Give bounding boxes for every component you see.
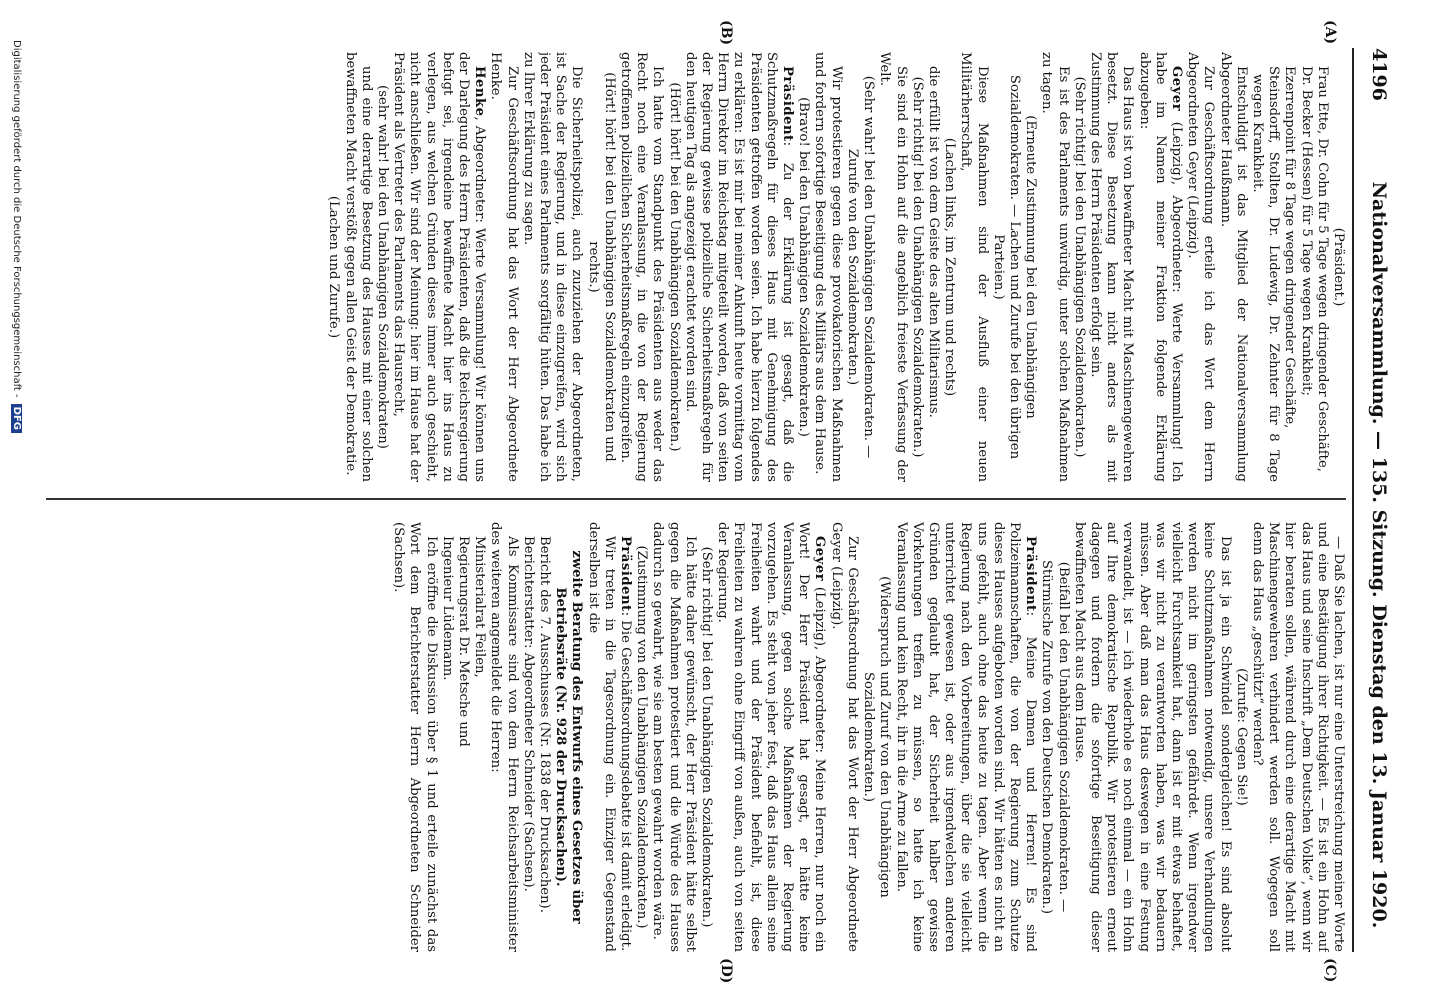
paragraph-text: Zur Geschäftsordnung erteile ich das Wort dem Herrn Abgeordneten Geyer (Leipzig). <box>1185 52 1217 482</box>
speaker-paragraph <box>714 522 827 952</box>
paragraph-text: und eine derartige Besetzung des Hauses mit einer solchen bewaffneten Macht verstößt gegen allen Geist der Demokratie. <box>342 52 374 482</box>
paragraph-text: (Präsident.) <box>1331 227 1346 307</box>
paragraph-text: : Zu der Erklärung ist gesagt, daß die Schutzmaßregeln für dieses Haus mit Genehmigung des Präsidenten getroffen worden seien. Ich habe hierzu folgendes zu erklären: Es ist mir bei meiner Ankunft heute vormittag vom Herrn Direktor im Reichstag mitgeteilt worden, daß von seiten der Regierung gewisse polizeiliche Sicherheitsmaßregeln für den heutigen Tag als angezeigt erachtet worden sind. <box>682 52 796 482</box>
speaker-paragraph <box>1135 52 1184 482</box>
stage-direction <box>374 52 390 482</box>
column-divider <box>46 498 1346 500</box>
stage-direction <box>990 52 1039 482</box>
paragraph-text: Es ist des Parlaments unwürdig, unter solchen Maßnahmen zu tagen. <box>1039 52 1071 482</box>
stage-direction <box>795 52 811 482</box>
paragraph-text: , Abgeordneter: Werte Versammlung! Wir können uns der Darlegung des Herrn Präsidenten, daß die Reichsregierung befugt sei, irgendeine bewaffnete Macht hier ins Haus zu verlegen, aus welchen Gründen dieses immer auch geschieht, nicht anschließen. Wir sind der Meinung: hier im Hause hat der Präsident als Vertreter des Parlaments das Hausrecht, <box>391 52 488 482</box>
paragraph-text: (Erneute Zustimmung bei den Unabhängigen Sozialdemokraten. — Lachen und Zurufe bei den übrigen Parteien.) <box>990 74 1039 460</box>
stage-direction <box>633 522 649 952</box>
text-paragraph <box>925 52 941 482</box>
text-paragraph <box>811 52 843 482</box>
speaker-paragraph <box>390 52 487 482</box>
text-paragraph <box>471 522 487 952</box>
paragraph-text: (Lachen links, im Zentrum und rechts) <box>942 137 958 397</box>
text-paragraph <box>390 522 439 952</box>
paragraph-text: (Zurufe: Gegen Sie!) <box>1233 668 1249 806</box>
paragraph-text: Regierungsrat Dr. Metsche und <box>456 536 472 747</box>
text-paragraph <box>1281 52 1297 482</box>
speaker-name: Präsident <box>618 536 634 612</box>
speaker-name: Geyer <box>1168 66 1184 112</box>
paragraph-text: (Sehr richtig! bei den Unabhängigen Sozialdemokraten.) <box>909 76 925 458</box>
paragraph-text: Das Haus ist von bewaffneter Macht mit Maschinengewehren besetzt. Diese Besetzung kann nicht anders als mit Zustimmung des Herrn Präsidenten erfolgt sein. <box>1087 52 1136 482</box>
speaker-paragraph <box>682 52 795 482</box>
stage-direction <box>584 52 616 482</box>
stage-direction <box>552 522 584 952</box>
speaker-paragraph <box>892 522 1038 952</box>
paragraph-text: (Beifall bei den Unabhängigen Sozialdemokraten. — Stürmische Zurufe von den Deutschen Demokraten.) <box>1039 559 1071 915</box>
paragraph-text: Ministerialrat Feilen, <box>472 536 488 678</box>
right-text-column <box>46 522 1346 952</box>
paragraph-text: (Hört! hört! bei den Unabhängigen Sozialdemokraten.) <box>666 82 682 452</box>
text-paragraph <box>1184 52 1216 482</box>
paragraph-text: — Daß Sie lachen, ist nur eine Unterstreichung meiner Worte und eine Bestätigung ihrer Richtigkeit. — Es ist ein Hohn auf das Haus und seine Inschrift „Dem Deutschen Volke“, wenn wir hier beraten sollen, während durch eine derartige Macht mit Maschinengewehren verhindert werden soll. Wogegen soll denn das Haus „geschützt“ werden? <box>1249 522 1346 952</box>
text-paragraph <box>1314 52 1330 482</box>
stage-direction <box>909 52 925 482</box>
text-paragraph <box>341 52 373 482</box>
paragraph-text: Dr. Becker (Hessen) für 5 Tage wegen Krankheit; <box>1298 66 1314 396</box>
left-text-column <box>46 52 1346 482</box>
text-paragraph <box>1249 52 1281 482</box>
paragraph-text: (Leipzig), Abgeordneter: Werte Versammlung! Ich habe im Namen meiner Fraktion folgende Erklärung abzugeben: <box>1136 52 1184 482</box>
paragraph-text: Die Sicherheitspolizei, auch zuzuziehen der Abgeordneten, ist Sache der Regierung, und in diese einzugreifen, wird sich jeder Präsident eines Parlaments sorgfältig hüten. Das habe ich zu Ihrer Erklärung zu sagen. <box>520 52 585 482</box>
speaker-name: Henke <box>472 66 488 117</box>
stage-direction <box>941 52 957 482</box>
paragraph-text: Zur Geschäftsordnung hat das Wort der Herr Abgeordnete Henke. <box>488 52 520 482</box>
text-paragraph <box>520 522 536 952</box>
stage-direction <box>844 52 876 482</box>
speaker-name: Präsident <box>780 66 796 142</box>
text-paragraph <box>487 522 519 952</box>
text-paragraph <box>1297 52 1313 482</box>
text-paragraph <box>1249 522 1346 952</box>
text-paragraph <box>1071 522 1233 952</box>
stage-direction <box>860 522 892 952</box>
paragraph-text: Diese Maßnahmen sind der Ausfluß einer neuen Militärherrschaft, <box>958 52 990 482</box>
margin-marker-b: (B) <box>718 20 734 46</box>
stage-direction <box>1038 522 1070 952</box>
page-header <box>1360 48 1390 952</box>
text-paragraph <box>876 52 908 482</box>
speaker-name: Präsident <box>1023 536 1039 612</box>
paragraph-text: Ich hatte vom Standpunkt des Präsidenten aus weder das Recht noch eine Veranlassung, in die von der Regierung getroffenen polizeilichen Sicherheitsmaßregeln einzugreifen. <box>618 52 666 482</box>
paragraph-text: zweite Beratung des Entwurfs eines Gesetzes über Betriebsräte (Nr. 928 der Drucksachen). <box>553 550 585 924</box>
text-paragraph <box>536 522 552 952</box>
text-paragraph <box>439 522 455 952</box>
text-paragraph <box>520 52 585 482</box>
text-paragraph <box>1087 52 1136 482</box>
stage-direction <box>665 52 681 482</box>
stage-direction <box>1233 522 1249 952</box>
text-paragraph <box>1216 52 1248 482</box>
text-paragraph <box>617 52 666 482</box>
paragraph-text: Ich eröffne die Diskussion über § 1 und erteile zunächst das Wort dem Berichterstatter Herrn Abgeordneten Schneider (Sachsen). <box>391 522 439 952</box>
margin-marker-a: (A) <box>1322 20 1338 45</box>
paragraph-text: Frau Ette, Dr. Cohn für 5 Tage wegen dringender Geschäfte, <box>1314 66 1330 472</box>
paragraph-text: Wir protestieren gegen diese provokatorischen Maßnahmen und fordern sofortige Beseitigung des Militärs aus dem Hause. <box>812 52 844 482</box>
paragraph-text: Ezerrenpoint für 8 Tage wegen dringender Geschäfte, <box>1282 66 1298 429</box>
paragraph-text: (Sehr wahr! bei den Unabhängigen Sozialdemokraten. — Zurufe von den Sozialdemokraten.) <box>844 75 877 459</box>
paragraph-text: Sie sind ein Hohn auf die angeblich freieste Verfassung der Welt. <box>877 52 909 482</box>
paragraph-text: Zur Geschäftsordnung hat das Wort der Herr Abgeordnete Geyer (Leipzig). <box>828 522 860 952</box>
page-number: 4196 <box>1368 48 1390 101</box>
paragraph-text: Als Kommissare sind von dem Herrn Reichsarbeitsminister des weiteren angemeldet die Herren: <box>488 522 520 952</box>
stage-direction <box>325 52 341 482</box>
paragraph-text: Ingenieur Lüdemann. <box>439 536 455 681</box>
paragraph-text: Das ist ja ein Schwindel sondergleichen! Es sind absolut keine Schutzmaßnahmen notwendig, unsere Verhandlungen werden nicht im geringsten gefährdet. Wenn irgendwer vielleicht Furchtsamkeit hat, dann ist er mit etwas behaftet, was wir nicht zu verantworten haben, was wir bedauern müssen. Aber daß man das Haus deswegen in eine Festung verwandelt, ist — ich wiederhole es noch einmal — ein Hohn auf Ihre demokratische Republik. Wir protestieren erneut dagegen und fordern die sofortige Beseitigung dieser bewaffneten Macht aus dem Hause. <box>1071 522 1233 952</box>
paragraph-text: Wir treten in die Tagesordnung ein. Einziger Gegenstand derselben ist die <box>585 522 617 952</box>
paragraph-text: (Zustimmung von den Unabhängigen Sozialdemokraten.) <box>634 545 650 929</box>
paragraph-text: (sehr wahr! bei den Unabhängigen Sozialdemokraten) <box>375 85 391 449</box>
paragraph-text: Ich hätte daher gewünscht, der Herr Präsident hätte selbst gegen die Maßnahmen protestiert und die Würde des Hauses dadurch so gewahrt, wie sie am besten gewahrt worden wäre. <box>650 522 698 952</box>
header-rule <box>1352 48 1354 952</box>
stage-direction <box>1071 52 1087 482</box>
paragraph-text: Bericht des 7. Ausschusses (Nr. 1838 der Drucksachen). <box>537 536 553 913</box>
paragraph-text: Entschuldigt ist das Mitglied der Nationalversammlung Abgeordneter Haußmann. <box>1217 52 1249 482</box>
paragraph-text: Steinsdorff, Stollten, Dr. Ludewig, Dr. Zehnter für 8 Tage wegen Krankheit. <box>1249 66 1282 482</box>
speaker-paragraph <box>617 522 633 952</box>
paragraph-text: : Die Geschäftsordnungsdebatte ist damit erledigt. <box>618 611 634 952</box>
paragraph-text: : Meine Damen und Herren! Es sind Polizeimannschaften, die von der Regierung zum Schutze dieses Hauses aufgeboten worden sind. Wir hätten es nicht an uns gefehlt, auch ohne das heute zu tagen. Aber wenn die Regierung nach den Vorbereitungen, über die sie vielleicht unterrichtet gewesen ist, oder aus irgendwelchen anderen Gründen geglaubt hat, der Sicherheit halber gewisse Vorkehrungen treffen zu müssen, so hatte ich keine Veranlassung und kein Recht, ihr in die Arme zu fallen. <box>893 522 1039 952</box>
text-paragraph <box>828 522 860 952</box>
text-paragraph <box>455 522 471 952</box>
digitization-credit <box>2 40 22 960</box>
paragraph-text: Berichterstatter: Abgeordneter Schneider (Sachsen). <box>520 536 536 892</box>
text-paragraph <box>1038 52 1070 482</box>
text-paragraph <box>957 52 989 482</box>
paragraph-text: (Sehr richtig! bei den Unabhängigen Sozialdemokraten.) <box>699 546 715 928</box>
paragraph-text: die erfüllt ist von dem Geiste des alten Militarismus. <box>925 66 941 418</box>
dfg-logo: DFG <box>11 404 22 433</box>
text-paragraph <box>487 52 519 482</box>
text-paragraph <box>584 522 616 952</box>
text-paragraph <box>649 522 698 952</box>
speaker-name: Geyer <box>812 536 828 582</box>
paragraph-text: (Sehr richtig! bei den Unabhängigen Sozialdemokraten.) <box>1071 76 1087 458</box>
credit-text: Digitalisierung gefördert durch die Deutsche Forschungsgemeinschaft - <box>11 40 22 398</box>
margin-marker-c: (C) <box>1322 958 1338 983</box>
paragraph-text: (Hört! hört! bei den Unabhängigen Sozialdemokraten und rechts.) <box>585 72 617 462</box>
running-head: Nationalversammlung. — 135. Sitzung. Dienstag den 13. Januar 1920. <box>1368 181 1390 929</box>
paragraph-text: (Leipzig), Abgeordneter: Meine Herren, nur noch ein Wort! Der Herr Präsident hat gesagt, er hätte keine Veranlassung, gegen solche Maßnahmen der Regierung vorzugehen. Es steht von jeher fest, daß das Haus allein seine Freiheiten wahrt und der Präsident befiehlt, ist, diese Freiheiten zu wahren ohne Eingriff von außen, auch von seiten der Regierung. <box>715 522 828 952</box>
margin-marker-d: (D) <box>718 958 734 984</box>
stage-direction <box>698 522 714 952</box>
paragraph-text: (Bravo! bei den Unabhängigen Sozialdemokraten.) <box>796 97 812 437</box>
paragraph-text: (Lachen und Zurufe.) <box>326 195 342 339</box>
paragraph-text: (Widerspruch und Zuruf von den Unabhängigen Sozialdemokraten.) <box>861 576 893 898</box>
stage-direction <box>1330 52 1346 482</box>
